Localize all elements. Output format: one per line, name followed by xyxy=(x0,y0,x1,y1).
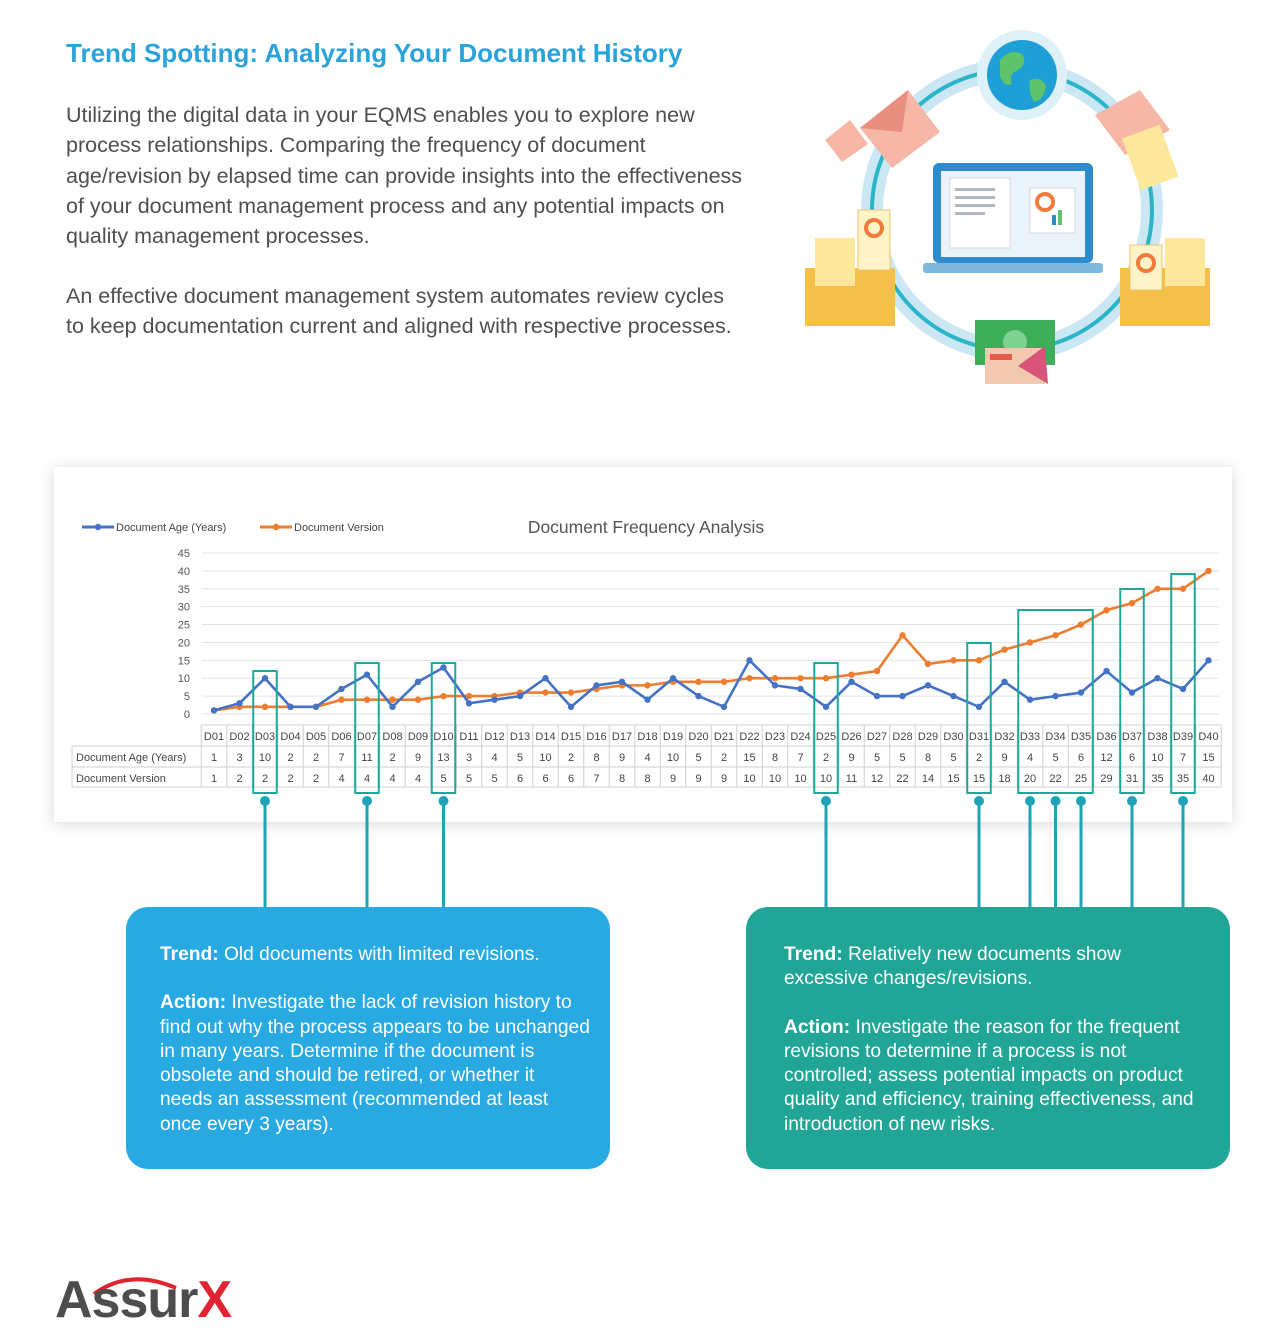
trend-statement xyxy=(160,943,590,967)
table-cell-version: 8 xyxy=(644,773,651,785)
data-point-age xyxy=(568,704,574,710)
table-cell-age: 13 xyxy=(437,752,450,764)
table-cell-age: 5 xyxy=(899,752,906,764)
data-point-version xyxy=(874,668,880,674)
table-cell-age: 2 xyxy=(822,752,830,764)
trend-box-old-documents xyxy=(126,907,610,1169)
x-tick-label: D32 xyxy=(994,731,1015,743)
table-cell-age: 2 xyxy=(720,752,728,764)
data-point-version xyxy=(797,675,803,681)
logo-accent: X xyxy=(197,1271,232,1329)
x-tick-label: D28 xyxy=(892,731,913,743)
data-point-version xyxy=(721,679,727,685)
x-tick-label: D36 xyxy=(1096,731,1117,743)
x-tick-label: D11 xyxy=(459,731,479,743)
x-tick-label: D22 xyxy=(739,731,760,743)
x-tick-label: D15 xyxy=(560,731,582,743)
x-tick-label: D12 xyxy=(484,731,505,743)
table-cell-age: 2 xyxy=(975,752,983,764)
table-cell-age: 10 xyxy=(539,752,552,764)
table-cell-version: 14 xyxy=(921,773,935,785)
table-cell-age: 9 xyxy=(618,752,626,764)
x-tick-label: D30 xyxy=(943,731,964,743)
x-tick-label: D18 xyxy=(637,731,658,743)
data-point-version xyxy=(1180,586,1186,592)
x-tick-label: D38 xyxy=(1147,731,1168,743)
trend-text: Relatively new documents show excessive changes/revisions. xyxy=(784,944,1122,990)
x-tick-label: D37 xyxy=(1121,731,1143,743)
x-tick-label: D17 xyxy=(611,731,633,743)
table-cell-version: 4 xyxy=(414,773,422,785)
table-cell-version: 6 xyxy=(542,773,549,785)
action-statement xyxy=(784,1016,1210,1137)
data-point-version xyxy=(950,657,956,663)
data-point-age xyxy=(925,682,931,688)
eqms-illustration xyxy=(790,20,1230,395)
data-point-age xyxy=(721,704,727,710)
data-point-age xyxy=(517,693,523,699)
data-point-version xyxy=(644,682,650,688)
data-point-age xyxy=(313,704,319,710)
table-cell-age: 4 xyxy=(1026,752,1034,764)
y-tick-label: 5 xyxy=(183,691,190,704)
table-cell-version: 9 xyxy=(720,773,728,785)
action-label: Action: xyxy=(160,992,227,1014)
table-cell-version: 4 xyxy=(363,773,371,785)
y-tick-label: 25 xyxy=(177,619,190,632)
table-cell-age: 3 xyxy=(236,752,243,764)
table-cell-version: 25 xyxy=(1074,773,1088,785)
data-point-version xyxy=(1103,607,1109,613)
data-point-age xyxy=(1180,686,1186,692)
x-tick-label: D03 xyxy=(254,731,276,743)
action-label: Action: xyxy=(784,1016,851,1038)
table-cell-version: 20 xyxy=(1023,773,1037,785)
x-tick-label: D25 xyxy=(815,731,837,743)
table-cell-version: 35 xyxy=(1176,773,1190,785)
x-tick-label: D07 xyxy=(356,731,378,743)
x-tick-label: D05 xyxy=(305,731,327,743)
y-tick-label: 0 xyxy=(183,709,190,721)
chart-series xyxy=(211,568,1212,714)
data-point-age xyxy=(848,679,854,685)
data-point-version xyxy=(338,696,344,702)
table-cell-version: 7 xyxy=(593,773,600,785)
x-tick-label: D01 xyxy=(203,731,225,743)
table-cell-version: 22 xyxy=(896,773,909,785)
legend-label-age: Document Age (Years) xyxy=(116,522,227,534)
x-tick-label: D02 xyxy=(229,731,250,743)
x-tick-label: D27 xyxy=(866,731,888,743)
table-cell-version: 2 xyxy=(287,773,294,785)
table-cell-version: 18 xyxy=(998,773,1011,785)
table-cell-version: 8 xyxy=(618,773,626,785)
data-point-version xyxy=(1027,639,1033,645)
table-cell-age: 2 xyxy=(287,752,294,764)
action-text: Investigate the lack of revision history to find out why the process appears to be unchanged in many years. Determine if the document is obsolete and should be retired, or whether it needs an assessment (recommended at least once every 3 years). xyxy=(160,992,590,1135)
table-cell-age: 5 xyxy=(695,752,702,764)
table-cell-version: 10 xyxy=(794,773,807,785)
x-tick-label: D20 xyxy=(688,731,709,743)
x-tick-label: D33 xyxy=(1019,731,1041,743)
trend-label: Trend: xyxy=(160,944,219,965)
table-cell-age: 1 xyxy=(210,752,218,764)
table-cell-version: 12 xyxy=(870,773,884,785)
chart-card xyxy=(54,467,1232,822)
table-cell-age: 2 xyxy=(312,752,320,764)
trend-label: Trend: xyxy=(784,944,843,965)
trend-statement xyxy=(784,943,1210,992)
table-row-header: Document Version xyxy=(76,773,166,785)
x-tick-label: D31 xyxy=(968,731,990,743)
x-tick-label: D29 xyxy=(917,731,939,743)
data-point-version xyxy=(1052,632,1058,638)
data-point-age xyxy=(466,700,472,706)
x-tick-label: D24 xyxy=(790,731,811,743)
data-point-version xyxy=(1001,646,1007,652)
x-tick-label: D09 xyxy=(407,731,429,743)
legend-marker-version xyxy=(273,524,279,530)
x-tick-label: D26 xyxy=(841,731,862,743)
data-point-version xyxy=(1205,568,1211,574)
table-cell-age: 9 xyxy=(848,752,855,764)
series-line-age xyxy=(214,660,1209,710)
x-tick-label: D34 xyxy=(1045,731,1066,743)
data-point-age xyxy=(211,707,217,713)
x-tick-label: D21 xyxy=(713,731,735,743)
table-cell-version: 10 xyxy=(768,773,782,785)
data-point-age xyxy=(950,693,956,699)
y-tick-label: 20 xyxy=(177,637,190,650)
data-point-version xyxy=(415,696,421,702)
table-cell-version: 15 xyxy=(947,773,960,785)
table-cell-age: 7 xyxy=(1179,752,1187,764)
table-cell-version: 5 xyxy=(491,773,498,785)
table-cell-age: 3 xyxy=(465,752,473,764)
data-point-age xyxy=(389,704,395,710)
data-point-age xyxy=(1129,689,1135,695)
data-point-age xyxy=(593,682,599,688)
data-point-age xyxy=(1001,679,1007,685)
table-cell-version: 22 xyxy=(1049,773,1062,785)
data-point-age xyxy=(1027,696,1033,702)
table-cell-version: 40 xyxy=(1202,773,1215,785)
table-cell-age: 6 xyxy=(1077,752,1085,764)
data-point-version xyxy=(823,675,829,681)
table-cell-age: 5 xyxy=(873,752,881,764)
x-tick-label: D06 xyxy=(331,731,352,743)
data-point-version xyxy=(542,689,548,695)
data-point-age xyxy=(491,696,497,702)
x-tick-label: D35 xyxy=(1070,731,1092,743)
table-cell-age: 9 xyxy=(414,752,422,764)
data-point-version xyxy=(364,696,370,702)
data-point-age xyxy=(338,686,344,692)
table-cell-age: 7 xyxy=(338,752,345,764)
table-cell-version: 6 xyxy=(567,773,575,785)
data-point-age xyxy=(1103,668,1109,674)
x-tick-label: D23 xyxy=(764,731,786,743)
data-point-version xyxy=(1154,586,1160,592)
table-cell-version: 31 xyxy=(1125,773,1139,785)
table-cell-age: 12 xyxy=(1100,752,1113,764)
data-point-age xyxy=(644,696,650,702)
table-cell-version: 6 xyxy=(516,773,524,785)
table-cell-version: 35 xyxy=(1151,773,1164,785)
frequency-chart xyxy=(54,467,1232,822)
table-cell-version: 11 xyxy=(845,773,858,785)
table-cell-age: 4 xyxy=(491,752,498,764)
data-point-version xyxy=(848,671,854,677)
y-tick-label: 15 xyxy=(177,655,190,668)
data-point-age xyxy=(415,679,421,685)
table-cell-age: 8 xyxy=(593,752,600,764)
x-tick-label: D19 xyxy=(662,731,684,743)
data-point-age xyxy=(619,679,625,685)
table-cell-age: 2 xyxy=(389,752,396,764)
page-title: Trend Spotting: Analyzing Your Document History xyxy=(66,38,683,68)
table-cell-version: 9 xyxy=(669,773,677,785)
money-icon xyxy=(975,320,1055,384)
table-cell-age: 6 xyxy=(1128,752,1136,764)
data-point-age xyxy=(670,675,676,681)
legend-label-version: Document Version xyxy=(294,522,384,534)
data-point-version xyxy=(746,675,752,681)
logo-text: Assur xyxy=(55,1271,198,1329)
table-cell-age: 10 xyxy=(258,752,272,764)
table-cell-version: 10 xyxy=(819,773,833,785)
table-cell-age: 8 xyxy=(924,752,932,764)
table-cell-version: 5 xyxy=(440,773,447,785)
x-tick-label: D04 xyxy=(280,731,301,743)
table-cell-age: 7 xyxy=(797,752,804,764)
data-point-age xyxy=(874,693,880,699)
intro-paragraph-2: An effective document management system automates review cycles to keep documentation current and aligned with respective processes. xyxy=(66,284,732,339)
data-point-age xyxy=(823,704,829,710)
legend-marker-age xyxy=(95,524,101,530)
table-cell-age: 2 xyxy=(567,752,575,764)
table-cell-version: 2 xyxy=(236,773,243,785)
y-tick-label: 35 xyxy=(177,583,190,596)
data-point-version xyxy=(695,679,701,685)
data-point-age xyxy=(695,693,701,699)
laptop-icon xyxy=(923,163,1103,273)
data-point-version xyxy=(568,689,574,695)
table-cell-age: 8 xyxy=(771,752,779,764)
data-point-age xyxy=(772,682,778,688)
data-point-age xyxy=(1205,657,1211,663)
table-cell-age: 5 xyxy=(516,752,524,764)
data-point-age xyxy=(746,657,752,663)
table-cell-version: 2 xyxy=(312,773,320,785)
data-point-age xyxy=(899,693,905,699)
table-cell-version: 2 xyxy=(261,773,269,785)
data-point-version xyxy=(1078,621,1084,627)
x-tick-label: D13 xyxy=(509,731,531,743)
table-cell-version: 1 xyxy=(210,773,218,785)
table-cell-version: 4 xyxy=(338,773,345,785)
action-statement xyxy=(160,991,590,1137)
y-tick-label: 45 xyxy=(177,548,190,560)
data-point-version xyxy=(1129,600,1135,606)
data-point-age xyxy=(1052,693,1058,699)
chart-legend xyxy=(82,522,384,534)
data-point-age xyxy=(797,686,803,692)
data-point-age xyxy=(287,704,293,710)
table-cell-version: 4 xyxy=(389,773,396,785)
action-text: Investigate the reason for the frequent revisions to determine if a process is not controlled; assess potential impacts on product quality and efficiency, training effectiveness, and introduction of new risks. xyxy=(784,1016,1194,1135)
x-tick-label: D10 xyxy=(433,731,454,743)
table-cell-version: 10 xyxy=(743,773,756,785)
data-point-version xyxy=(976,657,982,663)
trend-text: Old documents with limited revisions. xyxy=(223,944,540,965)
table-cell-age: 15 xyxy=(1202,752,1215,764)
table-cell-version: 15 xyxy=(972,773,986,785)
table-cell-age: 15 xyxy=(743,752,756,764)
data-table xyxy=(72,725,1221,787)
y-tick-label: 40 xyxy=(177,565,190,578)
x-tick-label: D16 xyxy=(586,731,607,743)
table-cell-age: 11 xyxy=(361,752,373,764)
table-cell-age: 4 xyxy=(644,752,651,764)
table-cell-age: 10 xyxy=(1151,752,1164,764)
data-point-version xyxy=(925,661,931,667)
table-cell-version: 29 xyxy=(1100,773,1113,785)
table-cell-version: 5 xyxy=(465,773,473,785)
table-row-header: Document Age (Years) xyxy=(76,752,187,764)
x-tick-label: D14 xyxy=(535,731,556,743)
x-tick-label: D40 xyxy=(1198,731,1219,743)
intro-paragraph: Utilizing the digital data in your EQMS enables you to explore new process relationships. Comparing the frequency of document age/revision by elapsed time can provide insights into the effectiveness of your document management process and any potential impacts on quality management processes. xyxy=(66,103,743,249)
highlight-box xyxy=(967,643,991,793)
series-line-version xyxy=(214,571,1209,711)
table-cell-age: 9 xyxy=(1001,752,1008,764)
data-point-version xyxy=(262,704,268,710)
table-cell-age: 5 xyxy=(1052,752,1059,764)
data-point-version xyxy=(772,675,778,681)
data-point-version xyxy=(440,693,446,699)
assurx-logo xyxy=(55,1270,231,1330)
data-point-age xyxy=(262,675,268,681)
data-point-age xyxy=(440,664,446,670)
y-tick-label: 10 xyxy=(177,673,190,686)
data-point-age xyxy=(1078,689,1084,695)
data-point-age xyxy=(542,675,548,681)
trend-box-new-documents xyxy=(746,907,1230,1169)
x-tick-label: D08 xyxy=(382,731,403,743)
table-cell-age: 10 xyxy=(666,752,680,764)
chart-title: Document Frequency Analysis xyxy=(527,517,765,537)
x-tick-label: D39 xyxy=(1172,731,1194,743)
globe-icon xyxy=(977,30,1067,120)
table-cell-version: 9 xyxy=(695,773,702,785)
data-point-age xyxy=(1154,675,1160,681)
data-point-age xyxy=(976,704,982,710)
data-point-age xyxy=(236,700,242,706)
table-cell-age: 5 xyxy=(950,752,957,764)
data-point-version xyxy=(899,632,905,638)
data-point-age xyxy=(364,671,370,677)
y-tick-label: 30 xyxy=(177,601,190,614)
